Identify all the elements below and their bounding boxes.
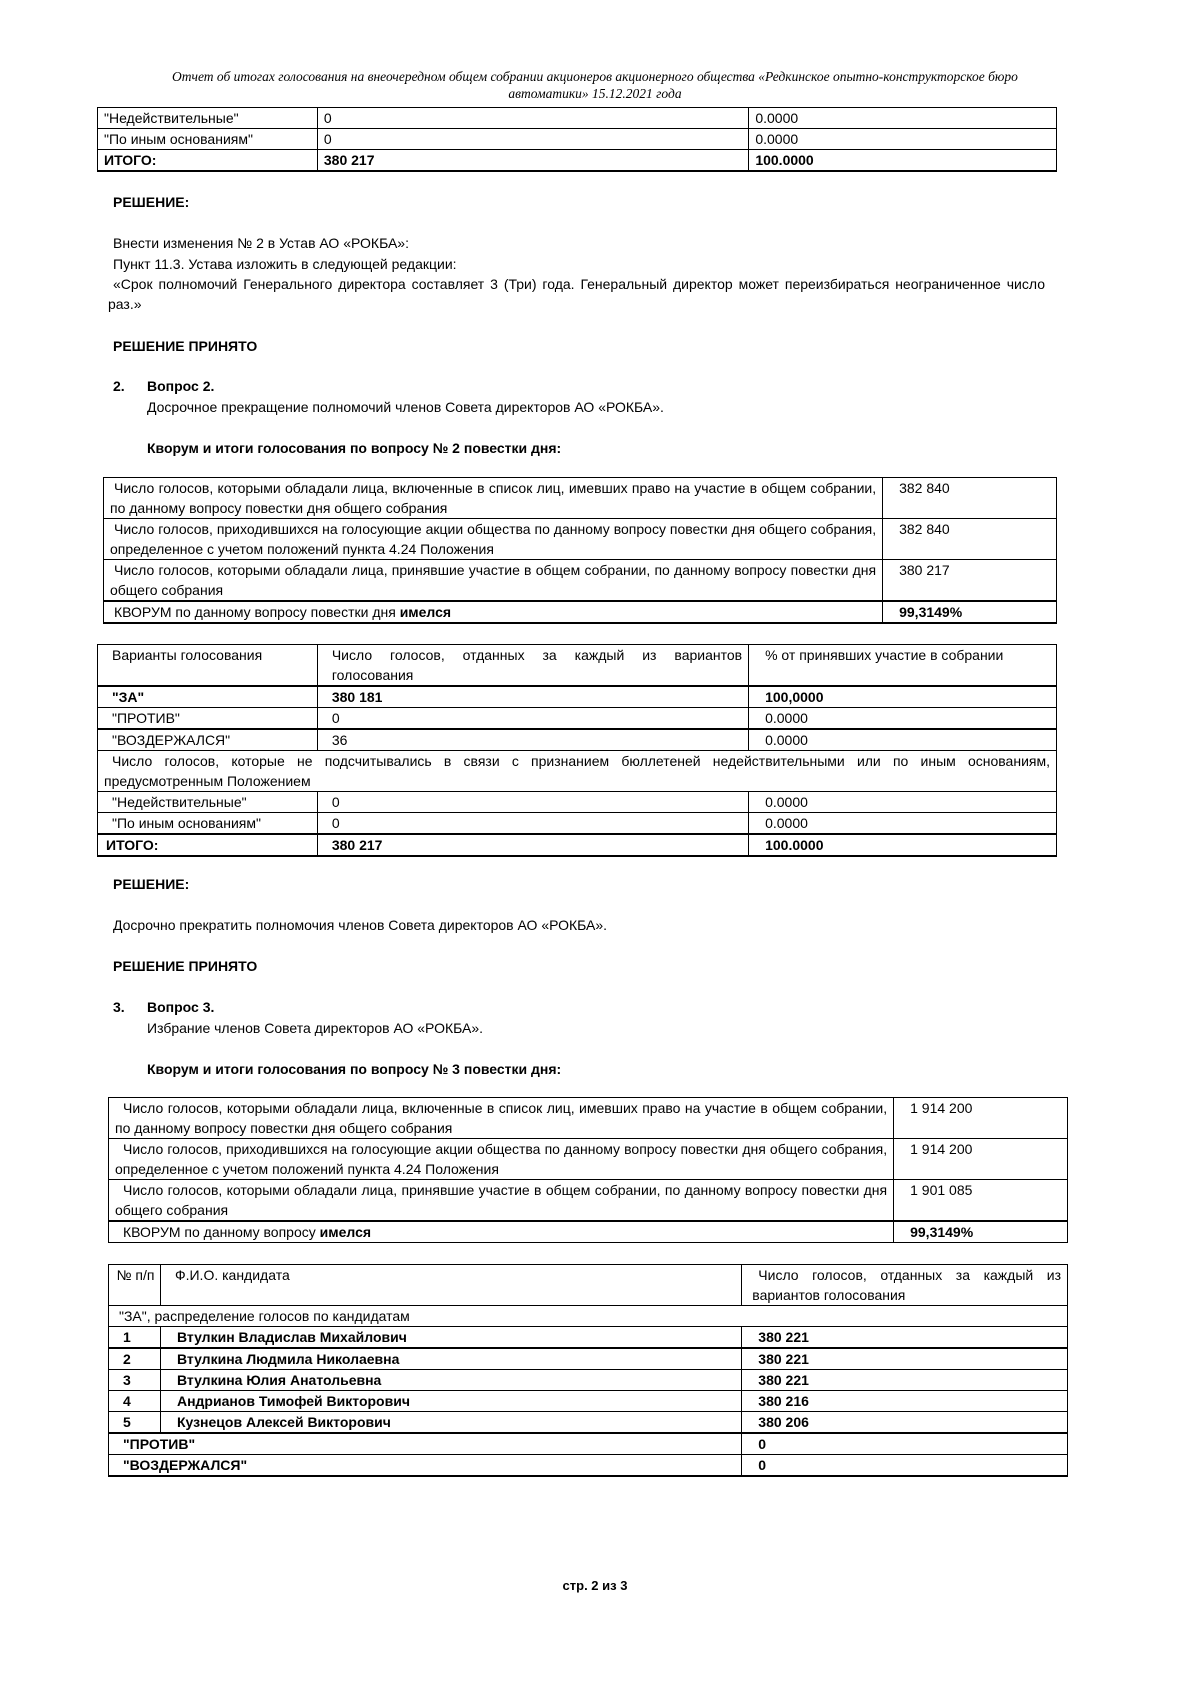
table-row	[98, 129, 1057, 150]
candidate-number: 2	[109, 1348, 161, 1370]
row-percent: 100.0000	[749, 834, 1057, 856]
row-votes: 0	[317, 792, 748, 813]
quorum-status	[104, 601, 883, 623]
q1-decision-line-3: «Срок полномочий Генерального директора составляет 3 (Три) года. Генеральный директор может переизбираться неограниченное число раз.»	[108, 276, 1045, 312]
table-row	[109, 1139, 1068, 1180]
quorum-label: Число голосов, которыми обладали лица, принявшие участие в общем собрании, по данному вопросу повестки дня общего собрания	[104, 560, 883, 602]
document-header	[100, 68, 1090, 102]
quorum-value: 1 914 200	[894, 1098, 1068, 1139]
candidate-row	[109, 1412, 1068, 1434]
candidate-number: 3	[109, 1370, 161, 1391]
quorum-value: 1 914 200	[894, 1139, 1068, 1180]
candidate-number: 1	[109, 1327, 161, 1349]
total-row	[98, 150, 1057, 172]
page-number: стр. 2 из 3	[562, 1578, 628, 1593]
q3-number: 3.	[113, 999, 125, 1015]
q2-decision-text: Досрочно прекратить полномочия членов Совета директоров АО «РОКБА».	[113, 917, 608, 933]
table-row	[104, 560, 1057, 602]
col-header-percent: % от принявших участие в собрании	[749, 645, 1057, 687]
quorum-label: Число голосов, которыми обладали лица, включенные в список лиц, имевших право на участие в общем собрании, по данному вопросу повестки дня общего собрания	[104, 478, 883, 519]
q2-quorum-heading: Кворум и итоги голосования по вопросу № 2 повестки дня:	[147, 440, 562, 456]
row-label: ИТОГО:	[98, 150, 318, 172]
quorum-label: Число голосов, которыми обладали лица, принявшие участие в общем собрании, по данному вопросу повестки дня общего собрания	[109, 1180, 894, 1222]
row-percent: 0.0000	[749, 708, 1057, 730]
row-label: "По иным основаниям"	[98, 129, 318, 150]
q2-result: РЕШЕНИЕ ПРИНЯТО	[113, 958, 258, 974]
row-votes: 0	[317, 108, 748, 129]
table-row	[98, 708, 1057, 730]
abstain-votes: 0	[742, 1455, 1068, 1477]
row-votes: 0	[317, 129, 748, 150]
q1-decision-line-2: Пункт 11.3. Устава изложить в следующей редакции:	[113, 256, 457, 272]
row-percent: 0.0000	[749, 129, 1057, 150]
header-line-2: автоматики» 15.12.2021 года	[508, 86, 682, 101]
col-header-votes: Число голосов, отданных за каждый из вариантов голосования	[742, 1265, 1068, 1306]
q3-title: Вопрос 3.	[147, 999, 215, 1015]
table-row	[98, 108, 1057, 129]
q1-decision-heading: РЕШЕНИЕ:	[113, 194, 190, 210]
q3-description: Избрание членов Совета директоров АО «РОКБА».	[147, 1020, 484, 1036]
q2-quorum-table	[103, 477, 1057, 624]
q3-candidates-table	[108, 1264, 1068, 1477]
quorum-status-value: имелся	[399, 604, 452, 620]
table-row	[98, 813, 1057, 835]
quorum-row	[109, 1221, 1068, 1243]
q2-description: Досрочное прекращение полномочий членов Совета директоров АО «РОКБА».	[147, 399, 664, 415]
candidate-votes: 380 206	[742, 1412, 1068, 1434]
against-row	[109, 1433, 1068, 1455]
row-label: "ЗА"	[98, 686, 318, 708]
header-row	[109, 1265, 1068, 1306]
q3-quorum-heading: Кворум и итоги голосования по вопросу № 3 повестки дня:	[147, 1061, 562, 1077]
candidate-row	[109, 1391, 1068, 1412]
candidate-number: 5	[109, 1412, 161, 1434]
quorum-status-label: КВОРУМ по данному вопросу	[123, 1224, 320, 1240]
col-header-option: Варианты голосования	[98, 645, 318, 687]
candidate-votes: 380 221	[742, 1348, 1068, 1370]
candidate-row	[109, 1348, 1068, 1370]
quorum-row	[104, 601, 1057, 623]
candidate-name: Кузнецов Алексей Викторович	[160, 1412, 741, 1434]
abstain-row	[109, 1455, 1068, 1477]
row-percent: 100.0000	[749, 150, 1057, 172]
table-row	[109, 1180, 1068, 1222]
header-row	[98, 645, 1057, 687]
row-percent: 0.0000	[749, 108, 1057, 129]
abstain-label: "ВОЗДЕРЖАЛСЯ"	[109, 1455, 742, 1477]
q1-result: РЕШЕНИЕ ПРИНЯТО	[113, 338, 258, 354]
row-label: "ВОЗДЕРЖАЛСЯ"	[98, 729, 318, 751]
table-row	[98, 792, 1057, 813]
q3-quorum-table	[108, 1097, 1068, 1243]
quorum-value: 1 901 085	[894, 1180, 1068, 1222]
total-row	[98, 834, 1057, 856]
quorum-value: 380 217	[883, 560, 1057, 602]
header-line-1: Отчет об итогах голосования на внеочередном общем собрании акционеров акционерного общества «Редкинское опытно-конструкторское бюро	[172, 69, 1018, 84]
row-votes: 380 217	[317, 150, 748, 172]
section-label: "ЗА", распределение голосов по кандидатам	[109, 1306, 1068, 1327]
q2-votes-table	[97, 644, 1057, 857]
row-label: "ПРОТИВ"	[98, 708, 318, 730]
table-row	[104, 478, 1057, 519]
q2-title: Вопрос 2.	[147, 378, 215, 394]
q1-results-tail-table	[97, 107, 1057, 172]
candidate-votes: 380 216	[742, 1391, 1068, 1412]
against-label: "ПРОТИВ"	[109, 1433, 742, 1455]
candidate-name: Втулкина Людмила Николаевна	[160, 1348, 741, 1370]
table-row	[104, 519, 1057, 560]
row-percent: 0.0000	[749, 813, 1057, 835]
row-label: ИТОГО:	[98, 834, 318, 856]
q2-number: 2.	[113, 378, 125, 394]
against-votes: 0	[742, 1433, 1068, 1455]
row-votes: 36	[317, 729, 748, 751]
col-header-number: № п/п	[109, 1265, 161, 1306]
quorum-percent: 99,3149%	[894, 1221, 1068, 1243]
row-label: "Недействительные"	[98, 108, 318, 129]
quorum-label: Число голосов, приходившихся на голосующие акции общества по данному вопросу повестки дня общего собрания, определенное с учетом положений пункта 4.24 Положения	[104, 519, 883, 560]
note-row	[98, 751, 1057, 792]
row-votes: 0	[317, 708, 748, 730]
row-label: "Недействительные"	[98, 792, 318, 813]
section-row	[109, 1306, 1068, 1327]
row-percent: 100,0000	[749, 686, 1057, 708]
table-row	[98, 729, 1057, 751]
row-votes: 380 217	[317, 834, 748, 856]
table-row	[109, 1098, 1068, 1139]
col-header-votes: Число голосов, отданных за каждый из вариантов голосования	[317, 645, 748, 687]
quorum-percent: 99,3149%	[883, 601, 1057, 623]
invalid-votes-note: Число голосов, которые не подсчитывались в связи с признанием бюллетеней недействительными или по иным основаниям, предусмотренным Положением	[98, 751, 1057, 792]
candidate-row	[109, 1327, 1068, 1349]
row-votes: 0	[317, 813, 748, 835]
quorum-value: 382 840	[883, 519, 1057, 560]
q2-decision-heading: РЕШЕНИЕ:	[113, 876, 190, 892]
quorum-label: Число голосов, которыми обладали лица, включенные в список лиц, имевших право на участие в общем собрании, по данному вопросу повестки дня общего собрания	[109, 1098, 894, 1139]
row-label: "По иным основаниям"	[98, 813, 318, 835]
quorum-status-label: КВОРУМ по данному вопросу повестки дня	[114, 604, 400, 620]
candidate-votes: 380 221	[742, 1327, 1068, 1349]
q1-decision-line-1: Внести изменения № 2 в Устав АО «РОКБА»:	[113, 235, 409, 251]
candidate-name: Андрианов Тимофей Викторович	[160, 1391, 741, 1412]
candidate-name: Втулкина Юлия Анатольевна	[160, 1370, 741, 1391]
row-percent: 0.0000	[749, 792, 1057, 813]
candidate-votes: 380 221	[742, 1370, 1068, 1391]
row-percent: 0.0000	[749, 729, 1057, 751]
candidate-name: Втулкин Владислав Михайлович	[160, 1327, 741, 1349]
col-header-name: Ф.И.О. кандидата	[160, 1265, 741, 1306]
row-votes: 380 181	[317, 686, 748, 708]
quorum-status	[109, 1221, 894, 1243]
quorum-label: Число голосов, приходившихся на голосующие акции общества по данному вопросу повестки дня общего собрания, определенное с учетом положений пункта 4.24 Положения	[109, 1139, 894, 1180]
candidate-row	[109, 1370, 1068, 1391]
candidate-number: 4	[109, 1391, 161, 1412]
quorum-value: 382 840	[883, 478, 1057, 519]
quorum-status-value: имелся	[319, 1224, 372, 1240]
table-row	[98, 686, 1057, 708]
